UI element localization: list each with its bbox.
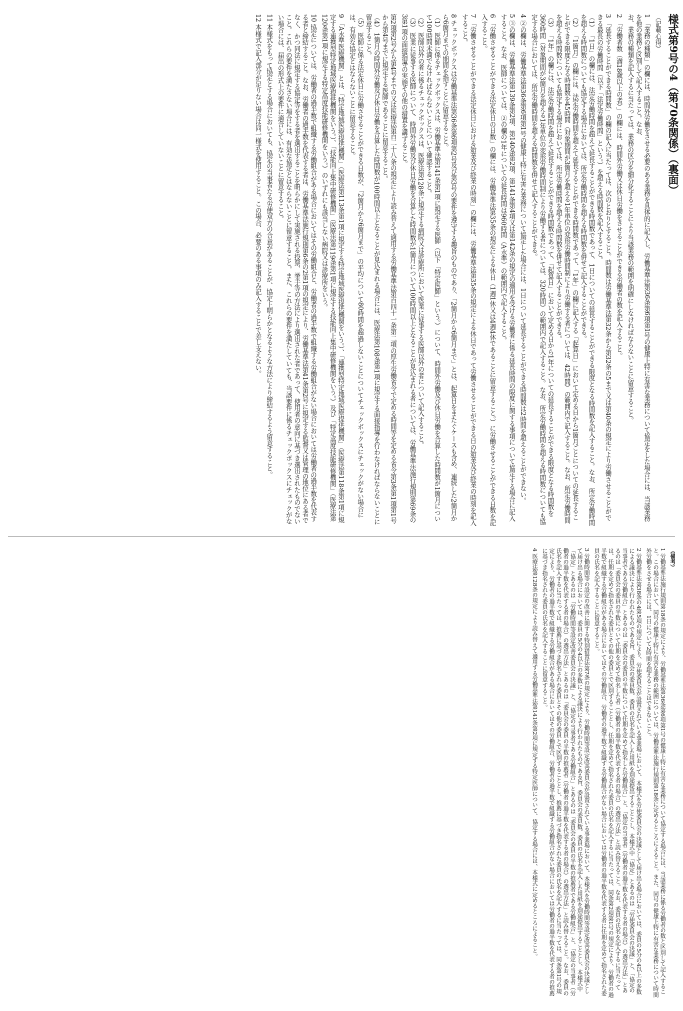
instruction-subitem: （2） 「1箇月」の欄には、法定労働時間を超えて延長することができる時間数であって、「1年」の欄に記入する「起算日」において定める日から1箇月ごとについての延長することができる限度となる時間数を45時間（対象期間が3箇月を超える1年単位の変形労働時間制により労働する者については、42時間）の範囲内で記入すること。なお、所定労働時間を超える時間数についても協定する場合においては、所定労働時間を超える時間数を併せて記入することができる。 [554,14,579,524]
instruction-subitem: （1） 「1日」の欄には、法定労働時間を超えて延長することができる時間数であって、1日についての延長することができる限度となる時間数を記入すること。なお、所定労働時間を超える時間数についても協定する場合においては、所定労働時間を超える時間数を併せて記入することができる。 [579,14,595,526]
form-title: 様式第9号の4（第70条関係）（裏面） [667,14,679,196]
instruction-item: 5 ③の欄は、労働基準法第139条第2項、第140条第2項、第141条第4項又は第142条の規定の適用を受ける労働者に係る延長時間の限度に関する事項について協定する場合に記入すること。なお、医師については、②の欄の1年についての延長時間は960時間（A水準）の範囲内で記入すること。 [499,14,515,522]
note-item: 2 労働基準法第38条の4第5項の規定により、労使委員会が設置されている事業場において、本様式を労使委員会の決議として届け出る場合においては、委員の5分の4以上の多数による議決により行われたものである旨、委員会の委員数、委員の氏名を記入した用紙を別途提出することとし、本様式中「協定」とあるのは「労使委員会の決議」と、「協定の当事者である労働組合」とあるのは「委員会の委員の半数について任期を定めて指名した労働組合」と、「協定の当事者（労働者の過半数を代表する者の場合）の選出方法」とあるのは「委員会の委員の半数について任期を定めて指名した者（労働者の過半数を代表する者の場合）の選出方法」と読み替えること。なお、委員の氏名を記入するに当たっては、任期を定めて指名された委員とその他の委員とで区別することとし、任期を定めて指名された委員の氏名を記入するに当たっては、同条第2項第1号の規定により、労働者の過半数で組織する労働組合がある場合においてはその労働組合、労働者の過半数で組織する労働組合がない場合においては労働者の過半数を代表する者に任期を定めて指名された委員の氏名を記入することに留意すること。 [593,548,641,998]
instruction-subitem: （5） 医師に係る法定休日に労働させることができる日数が、「2箇月から6箇月まで」の平均について80時間を超過しないことについてチェックボックスにチェックがない場合には、有効な協定とはならないことに留意すること。 [348,14,364,518]
instructions-upper [11,14,661,526]
instruction-subitem: （3） 「1年」の欄には、法定労働時間を超えて延長することができる時間数であって、「起算日」において定める日から1年についての延長することができる限度となる時間数を360時間（対象期間が3箇月を超える1年単位の変形労働時間制により労働する者については、320時間）の範囲内で記入すること。なお、所定労働時間を超える時間数についても協定する場合においては、所定労働時間を超える時間数を併せて記入することができる。 [530,14,554,525]
note-item: 1 労働基準法施行規則第18条の規定により、労働基準法第36条第6項第1号の健康上特に有害な業務について協定する場合には、当該業務に係る労働者の数と区別して記入すること。この場合において、同号の健康上特に有害な業務の範囲については、労働基準法施行規則第18条に定めるところによること。また、同号の健康上特に有害な業務について時間外労働をさせる場合には、1日について2時間を超えることはできないこと。 [645,548,665,998]
instruction-item: 4 ②の欄は、労働基準法第36条第6項第1号の健康上特に有害な業務について協定した場合には、1日について延長することができる時間数は2時間を超えることができない。 [518,14,526,504]
instruction-item: 11 本様式をもって協定とする場合においても、協定の当事者たる労使双方の合意があることが、協定上明らかとなるような方法により締結するよう留意すること。 [265,14,273,478]
instructions-heading: （記載心得） [654,14,661,52]
section-divider [8,536,675,537]
instruction-item: 1 「業務の種類」の欄には、時間外労働をさせる必要のある業務を具体的に記入し、労働基準法第36条第6項第1号の健康上特に有害な業務について協定をした場合には、当該業務を他の業務と区別して記入すること。なお、 [634,14,650,522]
instruction-item: 6 「労働させることができる法定休日の日数」の欄には、労働基準法第35条の規定による休日（1週1休又は4週4休であることに留意すること。）に労働させることができる日数を記入すること。 [480,14,496,526]
instruction-item: 9 「A水準医療機関」とは、「特定地域医療提供機関」（医療法第113条第1項に規定する特定地域医療提供機関をいう。）、「連携型特定地域医療提供機関」（医療法第118条第1項に規定する連携型特定地域医療提供機関をいう。）、「技能向上集中研修機関」（医療法第119条第1項に規定する技能向上集中研修機関をいう。）及び「特定高度技能研修機関」（医療法第120条第1項に規定する特定高度技能研修機関をいう。）のいずれにも該当しない病院又は診療所をいう。 [320,14,344,523]
instruction-item: 3 「延長することができる時間数」の欄の記入に当たっては、次のとおりとすること。時間数は労働基準法第32条から第32条の5まで又は第40条の規定により労働させることができる最長の労働時間（以下「法定労働時間」という。）を超える時間数を記入すること。 [595,14,611,521]
instruction-item: 8 チェックボックスは労働基準法第36条第6項第2号及び第3号の要件を遵守する趣旨のものであり、「2箇月から6箇月まで」とは、起算日をまたぐケースも含め、連続した2箇月から6箇月までの期間を指すことに留意すること。 [441,14,457,522]
note-item: 4 医療法第128条の規定により読み替えて適用する労働基準法第141条第2項に規定する特定医師について、協定する場合には、本様式に定めるところによること。 [531,548,537,960]
note-item: 3 労働時間等の設定の改善に関する特別措置法第7条の規定により、労働時間等設定改善委員会が設置されている事業場において、本様式を労働時間等設定改善委員会の決議として届け出る場合においては、委員の5分の4以上の多数による議決により行われたものである旨、委員会の委員数、委員の氏名を記入した用紙を別途提出することとし、本様式中「協定」とあるのは「労働時間等設定改善委員会の決議」と、「協定の当事者である労働組合」とあるのは「委員会の委員の半数の推薦者である労働組合」と、「協定の当事者（労働者の過半数を代表する者の場合）の選出方法」とあるのは「委員会の委員の半数の推薦者（労働者の過半数を代表する者の場合）の選出方法」と読み替えること。なお、委員の氏名を記入するに当たっては、推薦に基づき指名された委員とその他の委員とで区別することとし、推薦に基づき指名された委員の氏名を記入するに当たっては、同条第1号の規定により、労働者の過半数で組織する労働組合がある場合においてはその労働組合、労働者の過半数で組織する労働組合がない場合においては労働者の過半数を代表する者の推薦に基づき指名された委員の氏名を記入することに留意すること。 [541,548,589,996]
instruction-item: 7 「労働させることができる法定休日における始業及び終業の時刻」の欄には、労働基準法第35条の規定による休日であって労働させることができる日の始業及び終業の時刻を記入すること。 [460,14,476,526]
instruction-subitem: （3） 医業に従事する医師について、時間外労働及び休日労働を合算した時間数が1箇月について100時間以上となることが見込まれる者については、労働基準法施行規則第69条の3第1項の面接指導の実施その他の措置を講ずること。 [400,14,416,523]
instruction-subitem: （1） 医師に係るチェックボックスは、労働基準法第141条第1項に規定する医師（以下「特定医師」という。）について、時間外労働及び休日労働を合算した時間数が1箇月について100時間未満でなければならないことについて確認すること。 [424,14,441,522]
instruction-subitem: （2） 医師以外の者に係るチェックボックスは、医療法第128条に規定する病院又は診療所において医業に従事する医師以外の者について記入すること。 [416,14,424,448]
instruction-item: 第2項第2号から第4号までの又は医療法第百二十八条の規定により読み替えて適用する労働基準法第百四十一条第二項の厚生労働省令で定める時間等を定める省令第3条第1項第1号から第4号までに規定する医師であることに留意すること。 [380,14,397,524]
notes-heading: （備考） [669,548,675,571]
instruction-subitem: （4） 1箇月の時間外労働及び休日労働を合算した時間数が100時間以上となることが見込まれる場合には、医療法第108条第1項に規定する面接指導を行わなければならないことに留意すること。 [364,14,380,525]
instruction-item: 2 「労働者数（満18歳以上の者）」の欄には、時間外労働又は休日労働をさせることができる労働者の数を記入すること。 [615,14,623,359]
instruction-item: お、業務の種類を記入するに当たっては、業務の区分を細分化することにより当該業務の範囲を明確にしなければならないことに留意すること。 [626,14,634,424]
notes-section [10,548,675,998]
instruction-item: 12 本様式で記入部分が足りない場合は同一様式を使用すること。この場合、必要のある事項のみ記入することで差し支えない。 [254,14,262,377]
instruction-item: 10 協定については、労働者の過半数で組織する労働組合がある場合においてはその労働組合と、労働者の過半数で組織する労働組合がない場合においては労働者の過半数を代表する者と締結すること。なお、労働者の過半数を代表する者は、労働基準法施行規則第6条の2第1項の規定により、労働基準法第41条第2号に規定する監督又は管理の地位にある者でなく、かつ同法に規定する協定等をする者を選出することを明らかにして実施される投票、挙手等の方法により選出された者であって、使用者の意向に基づき選出されたものでないこと。これらの要件を満たさない場合には、有効な協定とはならないことに留意すること。また、これらの要件を満たしていても、当該要件に係るチェックボックスにチェックがない場合には、届出の形式上の要件に適合していないことに留意すること。 [276,14,317,525]
